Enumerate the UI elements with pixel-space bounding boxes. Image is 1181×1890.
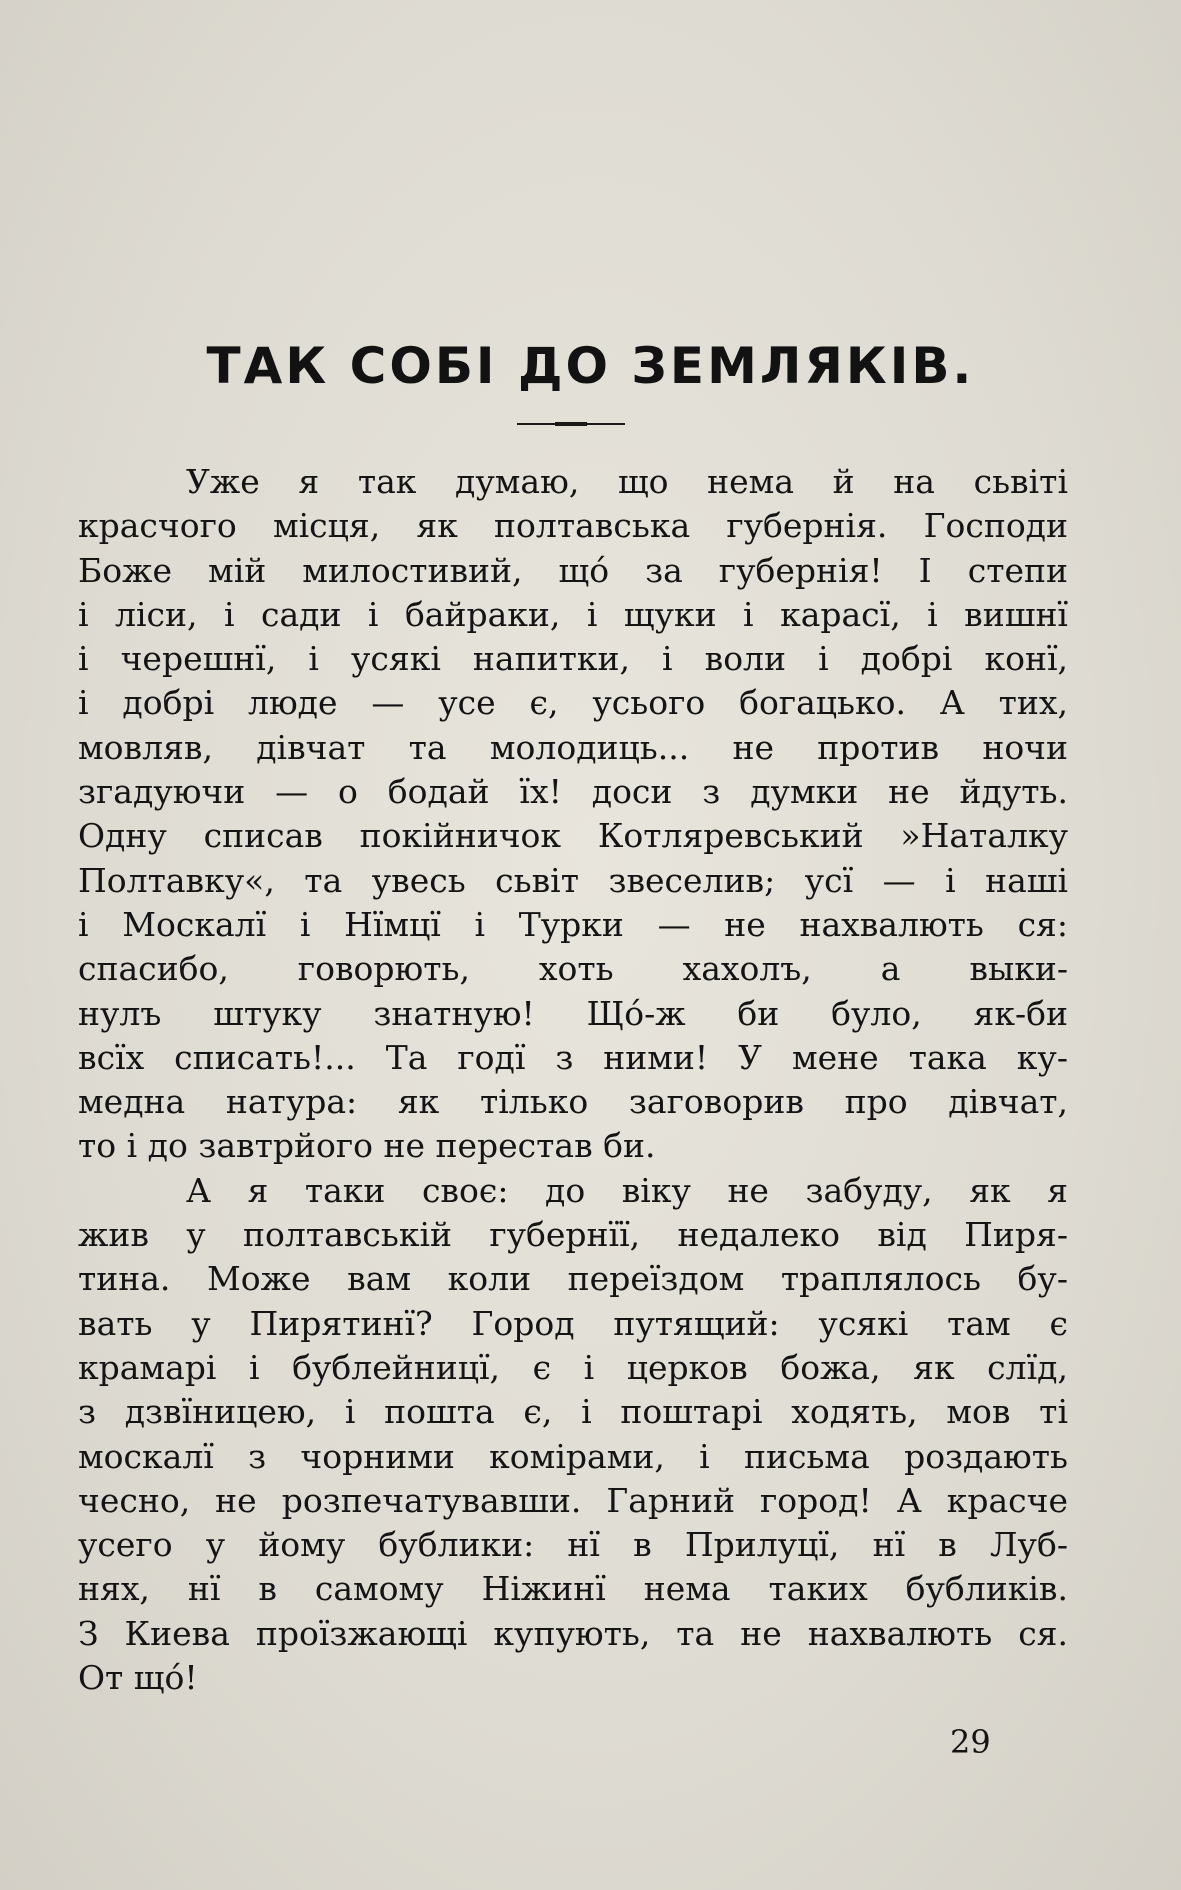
text-line: і ліси, і сади і байраки, і щуки і карасї, і вишнї bbox=[78, 594, 1068, 634]
text-line: всїх списать!... Та годї з ними! У мене така ку- bbox=[78, 1037, 1068, 1077]
text-line: з дзвїницею, і пошта є, і поштарі ходять, мов ті bbox=[78, 1392, 1068, 1432]
text-line: крамарі і бублейницї, є і церков божа, як слїд, bbox=[78, 1347, 1068, 1387]
text-line: чесно, не розпечатувавши. Гарний город! А красче bbox=[78, 1480, 1068, 1520]
text-line: А я таки своє: до віку не забуду, як я bbox=[186, 1170, 1068, 1210]
title-ornament-rule bbox=[517, 423, 625, 425]
text-line: то і до завтрйого не перестав би. bbox=[78, 1126, 656, 1166]
text-line: нулъ штуку знатную! Щó-ж би було, як-би bbox=[78, 993, 1068, 1033]
text-line: тина. Може вам коли переїздом траплялось бу- bbox=[78, 1259, 1068, 1299]
text-line: жив у полтавській губернїї, недалеко від Пиря- bbox=[78, 1215, 1068, 1255]
text-line: і черешнї, і усякі напитки, і воли і добрі конї, bbox=[78, 639, 1068, 679]
text-line: і добрі люде — усе є, усього богацько. А тих, bbox=[78, 683, 1068, 723]
text-line: От щó! bbox=[78, 1658, 198, 1698]
text-line: красчого місця, як полтавська губернія. Господи bbox=[78, 506, 1068, 546]
chapter-title: ТАК СОБІ ДО ЗЕМЛЯКІВ. bbox=[206, 337, 975, 395]
text-line: Уже я так думаю, що нема й на сьвіті bbox=[186, 462, 1068, 501]
text-line: медна натура: як тілько заговорив про дівчат, bbox=[78, 1082, 1068, 1122]
text-line: Одну списав покійничок Котляревський »Наталку bbox=[78, 816, 1068, 856]
page-number: 29 bbox=[950, 1723, 991, 1761]
body-text bbox=[78, 460, 1068, 1700]
text-line: спасибо, говорють, хоть хахолъ, а выки- bbox=[78, 949, 1068, 989]
text-line: вать у Пирятинї? Город путящий: усякі там є bbox=[78, 1303, 1068, 1343]
text-line: москалї з чорними комірами, і письма роздають bbox=[78, 1436, 1068, 1476]
text-line: З Киева проїзжающі купують, та не нахвалють ся. bbox=[78, 1613, 1068, 1653]
text-line: мовляв, дівчат та молодиць... не против ночи bbox=[78, 727, 1068, 767]
text-line: Боже мій милостивий, щó за губернія! І степи bbox=[78, 550, 1068, 590]
text-line: згадуючи — о бодай їх! доси з думки не йдуть. bbox=[78, 772, 1068, 812]
text-line: нях, нї в самому Ніжинї нема таких бубликів. bbox=[78, 1569, 1068, 1609]
text-line: усего у йому бублики: нї в Прилуцї, нї в Луб- bbox=[78, 1525, 1068, 1565]
text-line: Полтавку«, та увесь сьвіт звеселив; усї — і наші bbox=[78, 860, 1068, 900]
text-line: і Москалї і Нїмцї і Турки — не нахвалють ся: bbox=[78, 904, 1068, 944]
